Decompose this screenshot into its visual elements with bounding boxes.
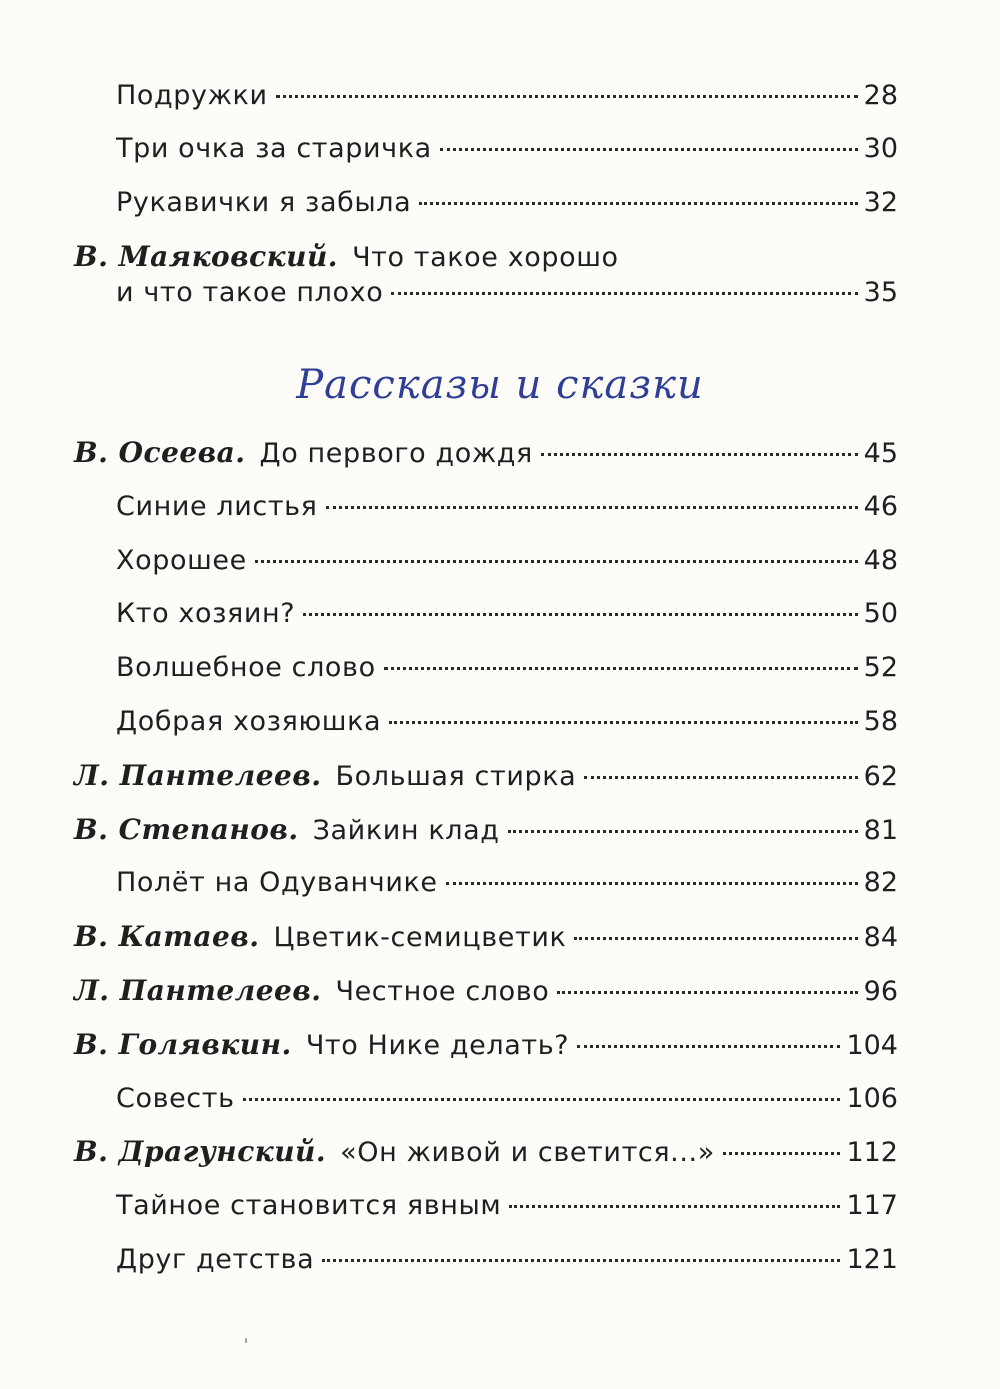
- toc-entry: [74, 186, 898, 220]
- entry-page: 96: [863, 976, 898, 1007]
- toc-entry: [74, 920, 898, 955]
- dot-leader: [509, 1205, 840, 1208]
- toc-entry: [74, 705, 898, 739]
- dot-leader: [389, 721, 857, 724]
- dot-leader: [577, 1045, 840, 1048]
- dot-leader: [557, 991, 857, 994]
- dot-leader: [391, 292, 857, 295]
- dot-leader: [322, 1259, 840, 1262]
- toc-entry: [74, 1082, 898, 1116]
- entry-page: 117: [846, 1190, 898, 1221]
- entry-page: 82: [863, 867, 898, 898]
- entry-page: 112: [846, 1137, 898, 1168]
- toc-entry: [74, 544, 898, 578]
- entry-title: «Он живой и светится...»: [340, 1137, 715, 1168]
- toc-entry-mayakovsky-line1: [74, 240, 619, 275]
- entry-title: Друг детства: [116, 1244, 315, 1275]
- entry-title: Зайкин клад: [312, 815, 500, 846]
- entry-title: Добрая хозяюшка: [116, 706, 382, 737]
- entry-page: 81: [863, 815, 898, 846]
- entry-page: 104: [846, 1030, 898, 1061]
- dot-leader: [255, 560, 858, 563]
- toc-entry: [74, 436, 898, 471]
- entry-title: Хорошее: [116, 545, 247, 576]
- dot-leader: [541, 453, 858, 456]
- entry-page: 52: [863, 652, 898, 683]
- entry-page: 62: [863, 761, 898, 792]
- dot-leader: [303, 613, 857, 616]
- entry-title: До первого дождя: [259, 438, 533, 469]
- entry-author: В. Степанов.: [74, 813, 299, 846]
- toc-entry: [74, 651, 898, 685]
- entry-page: 30: [863, 133, 898, 164]
- entry-title: Синие листья: [116, 491, 318, 522]
- entry-title: Подружки: [116, 80, 268, 111]
- entry-title-line2: и что такое плохо: [116, 277, 384, 308]
- entry-page: 45: [863, 438, 898, 469]
- entry-page: 46: [863, 491, 898, 522]
- entry-title: Большая стирка: [335, 761, 577, 792]
- dot-leader: [243, 1098, 841, 1101]
- toc-entry: [74, 132, 898, 166]
- entry-title: Совесть: [116, 1083, 235, 1114]
- toc-entry: [74, 490, 898, 524]
- toc-entry: [74, 79, 898, 113]
- entry-page: 84: [863, 922, 898, 953]
- entry-title: Волшебное слово: [116, 652, 376, 683]
- entry-page: 121: [846, 1244, 898, 1275]
- entry-page: 58: [863, 706, 898, 737]
- toc-entry: [74, 1243, 898, 1277]
- entry-page: 50: [863, 598, 898, 629]
- toc-entry: [74, 759, 898, 794]
- section-heading: Рассказы и сказки: [296, 362, 704, 408]
- entry-title: Цветик-семицветик: [273, 922, 567, 953]
- dot-leader: [419, 202, 857, 205]
- entry-title: Рукавички я забыла: [116, 187, 412, 218]
- entry-author: Л. Пантелеев.: [74, 974, 322, 1007]
- toc-entry: [74, 1135, 898, 1170]
- entry-author: В. Осеева.: [74, 436, 246, 469]
- paper-speck: [245, 1338, 247, 1343]
- toc-entry: [74, 1028, 898, 1063]
- dot-leader: [584, 776, 857, 779]
- entry-author: В. Драгунский.: [74, 1135, 327, 1168]
- entry-author: В. Маяковский.: [74, 240, 339, 273]
- entry-page: 35: [863, 277, 898, 308]
- entry-title-line1: Что такое хорошо: [352, 242, 619, 273]
- entry-page: 48: [863, 545, 898, 576]
- entry-page: 32: [863, 187, 898, 218]
- dot-leader: [574, 937, 857, 940]
- entry-title: Честное слово: [335, 976, 550, 1007]
- dot-leader: [384, 667, 858, 670]
- entry-title: Что Нике делать?: [305, 1030, 570, 1061]
- entry-author: В. Катаев.: [74, 920, 260, 953]
- dot-leader: [326, 506, 858, 509]
- dot-leader: [276, 95, 858, 98]
- toc-entry: [74, 866, 898, 900]
- dot-leader: [723, 1152, 841, 1155]
- toc-entry: [74, 974, 898, 1009]
- entry-page: 106: [846, 1083, 898, 1114]
- toc-entry: [74, 1189, 898, 1223]
- entry-title: Полёт на Одуванчике: [116, 867, 438, 898]
- entry-title: Тайное становится явным: [116, 1190, 502, 1221]
- entry-author: Л. Пантелеев.: [74, 759, 322, 792]
- dot-leader: [508, 830, 858, 833]
- entry-title: Кто хозяин?: [116, 598, 296, 629]
- toc-entry: [74, 597, 898, 631]
- dot-leader: [440, 148, 858, 151]
- entry-title: Три очка за старичка: [116, 133, 432, 164]
- entry-author: В. Голявкин.: [74, 1028, 292, 1061]
- toc-entry-mayakovsky-line2: [74, 276, 898, 310]
- toc-entry: [74, 813, 898, 848]
- entry-page: 28: [863, 80, 898, 111]
- dot-leader: [446, 882, 858, 885]
